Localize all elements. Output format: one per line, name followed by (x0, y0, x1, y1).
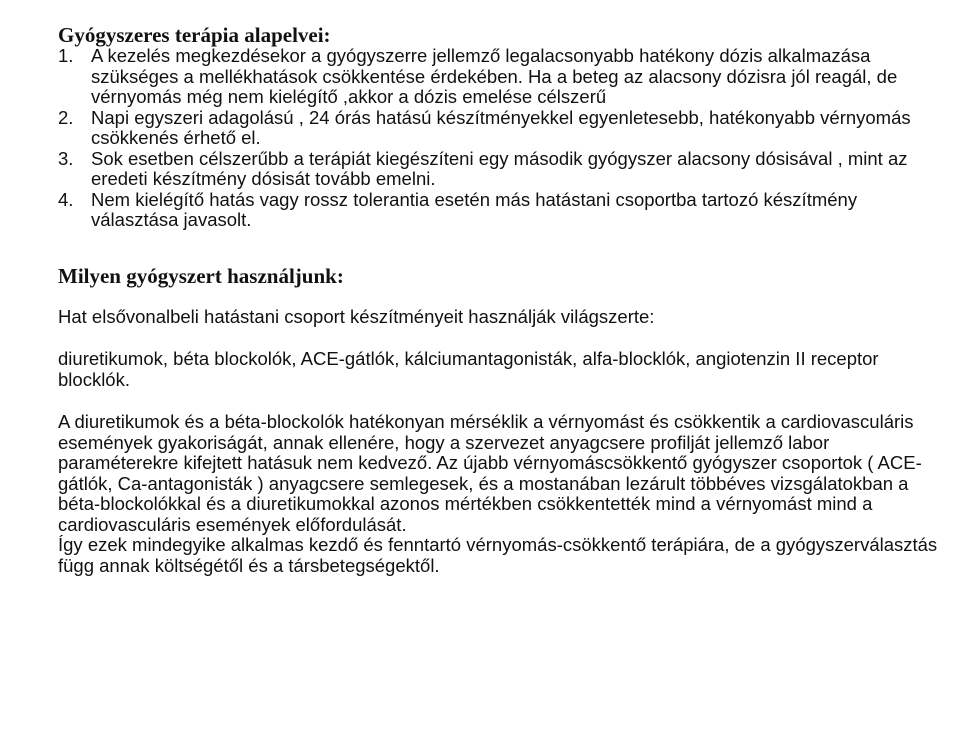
principle-item-1 (58, 46, 938, 108)
principle-item-4 (58, 190, 938, 231)
drug-choice-heading: Milyen gyógyszert használjunk: (58, 263, 344, 288)
spacer (58, 287, 938, 307)
document-page (58, 24, 938, 576)
efficacy-paragraph: A diuretikumok és a béta-blockolók hatékonyan mérséklik a vérnyomást és csökkentik a cardiovasculáris események gyakoriságát, annak ellenére, hogy a szervezet anyagcsere profilját jellemző labor paraméterekre kifejtett hatásuk nem kedvező. Az újabb vérnyomáscsökkentő gyógyszer csoportok ( ACE-gátlók, Ca-antagonisták ) anyagcsere semlegesek, és a mostanában lezárult többéves vizsgálatokban a béta-blockolókkal és a diuretikumokkal azonos mértékben csökkentették mind a vérnyomást mind a cardiovasculáris események előfordulását. (58, 411, 922, 535)
principle-text: Nem kielégítő hatás vagy rossz tolerantia esetén más hatástani csoportba tartozó készítmény választása javasolt. (91, 188, 858, 230)
principle-number: 2. (58, 106, 74, 128)
spacer (58, 327, 938, 349)
principle-text: A kezelés megkezdésekor a gyógyszerre jellemző legalacsonyabb hatékony dózis alkalmazása szükséges a mellékhatások csökkentése érdekében. Ha a beteg az alacsony dózisra jól reagál, de vérnyomás még nem kielégítő ,akkor a dózis emelése célszerű (91, 45, 898, 107)
principle-item-3 (58, 149, 938, 190)
spacer (58, 390, 938, 412)
therapy-principles-heading: Gyógyszeres terápia alapelvei: (58, 23, 331, 47)
drug-classes-paragraph: diuretikumok, béta blockolók, ACE-gátlók, kálciumantagonisták, alfa-blocklók, angiotenzin II receptor blocklók. (58, 348, 879, 390)
spacer (58, 231, 938, 265)
principle-number: 4. (58, 188, 74, 210)
principle-number: 3. (58, 147, 74, 169)
principle-number: 1. (58, 45, 74, 66)
principle-text: Napi egyszeri adagolású , 24 órás hatású készítményekkel egyenletesebb, hatékonyabb vérnyomás csökkenés érhető el. (91, 106, 911, 148)
conclusion-paragraph: Így ezek mindegyike alkalmas kezdő és fenntartó vérnyomás-csökkentő terápiára, de a gyógyszerválasztás függ annak költségétől és a társbetegségektől. (58, 534, 938, 576)
first-line-groups-paragraph: Hat elsővonalbeli hatástani csoport készítményeit használják világszerte: (58, 305, 655, 327)
principle-item-2 (58, 108, 938, 149)
principle-text: Sok esetben célszerűbb a terápiát kiegészíteni egy második gyógyszer alacsony dósisával , mint az eredeti készítmény dósisát tovább emelni. (91, 147, 908, 189)
